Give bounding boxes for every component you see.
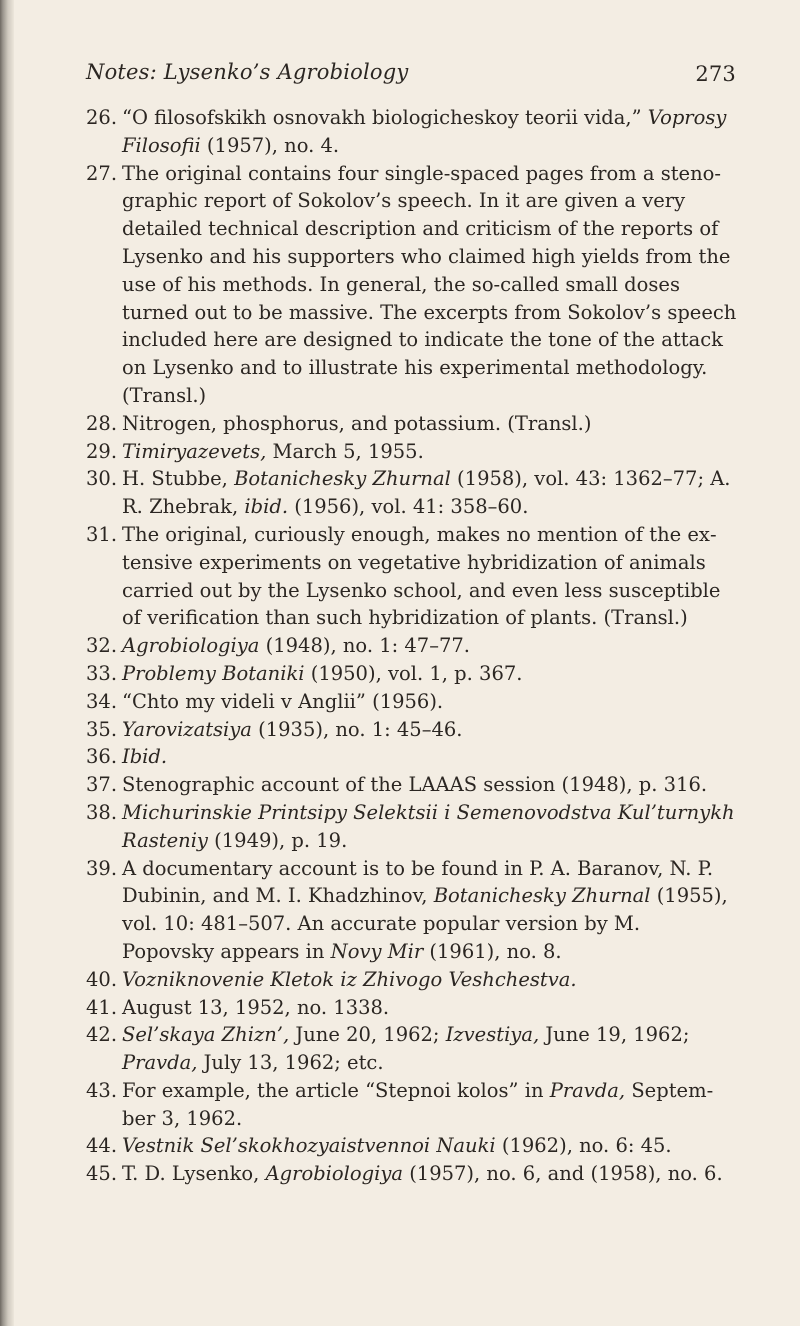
note-citation-title: Vestnik Sel’skokhozyaistvennoi Nauki	[122, 1134, 496, 1158]
note-item	[86, 716, 738, 744]
note-text	[122, 690, 443, 713]
note-citation-title: Izvestiya,	[445, 1023, 540, 1047]
note-item	[86, 1077, 738, 1133]
note-text	[122, 1134, 672, 1157]
note-text-segment: July 13, 1962; etc.	[197, 1051, 384, 1075]
chapter-title: Notes: Lysenko’s Agrobiology	[86, 60, 409, 84]
note-number: 39.	[86, 856, 118, 880]
running-header	[86, 60, 742, 94]
note-text-segment: June 19, 1962;	[539, 1023, 690, 1047]
note-text	[122, 745, 167, 768]
notes-list	[86, 104, 738, 1188]
note-citation-title: Pravda,	[122, 1051, 198, 1075]
note-citation-title: Botanichesky Zhurnal	[433, 884, 651, 908]
note-item	[86, 104, 738, 160]
note-item	[86, 521, 738, 632]
note-text-segment: For example, the article “Stepnoi kolos” in	[122, 1078, 550, 1102]
note-text	[122, 1162, 723, 1185]
note-item	[86, 994, 738, 1022]
note-text-segment: Stenographic account of the LAAAS session (1948), p. 316.	[122, 773, 708, 797]
note-text-segment: March 5, 1955.	[266, 439, 424, 463]
note-text-segment: A documentary account is to be found in P. A. Baranov, N. P. Dubinin, and M. I. Khadzhinov,	[122, 856, 714, 908]
note-number: 42.	[86, 1023, 118, 1047]
note-text	[122, 968, 577, 991]
note-number: 34.	[86, 689, 118, 713]
note-number: 44.	[86, 1134, 118, 1158]
note-number: 26.	[86, 106, 118, 129]
note-item	[86, 799, 738, 855]
note-citation-title: ibid.	[244, 495, 289, 519]
note-text-segment: June 20, 1962;	[289, 1023, 446, 1047]
note-item	[86, 410, 738, 438]
note-item	[86, 1021, 738, 1077]
note-text	[122, 1079, 713, 1130]
note-text-segment: H. Stubbe,	[122, 467, 235, 491]
note-item	[86, 743, 738, 771]
note-text-segment: (1961), no. 8.	[423, 939, 562, 963]
note-text	[122, 857, 728, 963]
note-citation-title: Ibid.	[122, 745, 168, 769]
note-text	[122, 996, 389, 1019]
note-text	[122, 162, 736, 407]
note-item	[86, 632, 738, 660]
note-text	[122, 662, 522, 685]
note-number: 29.	[86, 439, 118, 463]
note-number: 32.	[86, 634, 118, 658]
note-citation-title: Pravda,	[549, 1078, 626, 1102]
note-text	[122, 440, 424, 463]
note-item	[86, 660, 738, 688]
note-text-segment: The original, curiously enough, makes no mention of the extensive experiments on vegetative hybridization of animals carried out by the Lysenko school, and even less susceptible of verification than such hybridization of plants. (Transl.)	[122, 522, 721, 630]
note-text-segment: (1956), vol. 41: 358–60.	[288, 495, 529, 519]
note-text-segment: (1962), no. 6: 45.	[495, 1134, 672, 1158]
note-text	[122, 773, 707, 796]
note-number: 41.	[86, 995, 118, 1019]
note-citation-title: Michurinskie Printsipy Selektsii i Semenovodstva Kul’turnykh Rasteniy	[122, 800, 735, 852]
note-citation-title: Yarovizatsiya	[122, 717, 252, 741]
note-number: 40.	[86, 967, 118, 991]
note-text-segment: Nitrogen, phosphorus, and potassium. (Transl.)	[122, 411, 592, 435]
note-citation-title: Botanichesky Zhurnal	[234, 467, 451, 491]
note-citation-title: Vozniknovenie Kletok iz Zhivogo Veshchestva.	[122, 967, 577, 991]
note-text	[122, 801, 735, 852]
note-text	[122, 467, 731, 518]
note-text-segment: (1948), no. 1: 47–77.	[259, 634, 470, 658]
note-number: 38.	[86, 800, 118, 824]
note-text-segment: “O filosofskikh osnovakh biologicheskoy teorii vida,”	[122, 106, 648, 129]
note-number: 36.	[86, 745, 118, 769]
note-item	[86, 465, 738, 521]
note-text	[122, 523, 720, 629]
note-text	[122, 1023, 689, 1074]
note-citation-title: Novy Mir	[330, 939, 424, 963]
note-text-segment: August 13, 1952, no. 1338.	[122, 995, 390, 1019]
note-item	[86, 1132, 738, 1160]
note-number: 27.	[86, 161, 118, 185]
note-citation-title: Problemy Botaniki	[122, 661, 305, 685]
note-number: 30.	[86, 467, 118, 491]
note-text	[122, 106, 726, 157]
note-item	[86, 771, 738, 799]
note-text-segment: The original contains four single-spaced pages from a stenographic report of Sokolov’s speech. In it are given a very detailed technical description and criticism of the reports of Lysenko and his supporters who claimed high yields from the use of his methods. In general, the so-called small doses turned out to be massive. The excerpts from Sokolov’s speech included here are designed to indicate the tone of the attack on Lysenko and to illustrate his experimental methodology. (Transl.)	[122, 161, 737, 407]
note-item	[86, 438, 738, 466]
note-citation-title: Timiryazevets,	[122, 439, 267, 463]
note-citation-title: Sel’skaya Zhizn’,	[122, 1023, 290, 1047]
page-number: 273	[695, 62, 736, 86]
note-number: 45.	[86, 1162, 118, 1186]
note-item	[86, 855, 738, 966]
note-number: 35.	[86, 717, 118, 741]
note-item	[86, 966, 738, 994]
note-text-segment: T. D. Lysenko,	[122, 1162, 266, 1186]
note-text	[122, 634, 470, 657]
note-item	[86, 1160, 738, 1188]
note-text-segment: (1949), p. 19.	[207, 828, 348, 852]
note-number: 43.	[86, 1078, 118, 1102]
note-text	[122, 718, 462, 741]
note-number: 28.	[86, 411, 118, 435]
note-citation-title: Voprosy Filosofii	[122, 106, 727, 157]
note-text-segment: “Chto my videli v Anglii” (1956).	[122, 689, 444, 713]
note-text-segment: September 3, 1962.	[122, 1078, 714, 1130]
note-text-segment: (1957), no. 6, and (1958), no. 6.	[403, 1162, 723, 1186]
note-text-segment: (1957), no. 4.	[200, 133, 340, 157]
note-item	[86, 688, 738, 716]
note-citation-title: Agrobiologiya	[265, 1162, 403, 1186]
note-text-segment: (1958), vol. 43: 1362–77; A. R. Zhebrak,	[122, 467, 731, 519]
note-number: 33.	[86, 661, 118, 685]
note-number: 37.	[86, 773, 118, 797]
note-citation-title: Agrobiologiya	[122, 634, 260, 658]
note-text-segment: (1935), no. 1: 45–46.	[251, 717, 463, 741]
note-number: 31.	[86, 522, 118, 546]
note-text-segment: (1955), vol. 10: 481–507. An accurate popular version by M. Popovsky appears in	[122, 884, 728, 963]
note-text-segment: (1950), vol. 1, p. 367.	[304, 661, 523, 685]
note-text	[122, 412, 591, 435]
note-item	[86, 160, 738, 410]
